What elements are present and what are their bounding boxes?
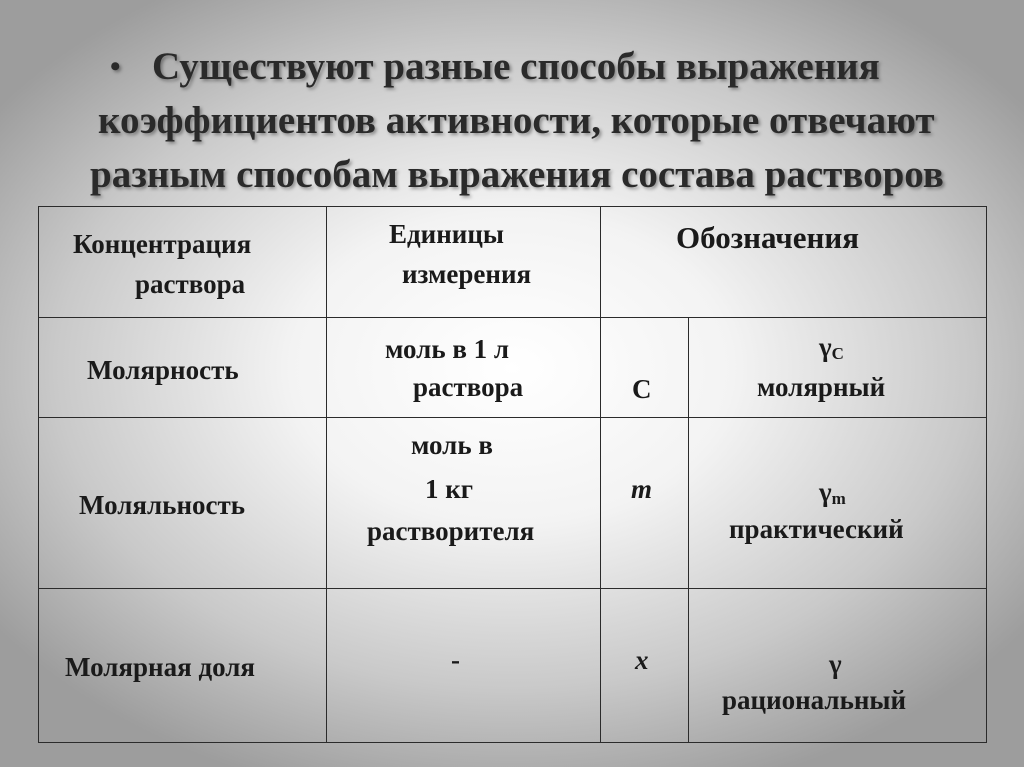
row-symbol-molality bbox=[601, 418, 689, 589]
row-name-mole-fraction bbox=[39, 589, 327, 743]
slide-heading bbox=[90, 40, 990, 202]
header-units bbox=[327, 207, 601, 318]
header-concentration-line-2: раствора bbox=[135, 269, 246, 299]
gamma-subscript: m bbox=[831, 489, 846, 508]
activity-coefficients-table bbox=[38, 206, 987, 743]
row-name-molarity bbox=[39, 318, 327, 418]
coef-name: рациональный bbox=[722, 685, 907, 715]
table-row bbox=[39, 418, 987, 589]
gamma-letter: γ bbox=[819, 477, 832, 507]
header-concentration bbox=[39, 207, 327, 318]
table-row bbox=[39, 318, 987, 418]
row-name-molality bbox=[39, 418, 327, 589]
row-coef-mole-fraction bbox=[689, 589, 987, 743]
header-notation bbox=[601, 207, 987, 318]
units-line-1: моль в bbox=[411, 430, 493, 460]
heading-line-3: разным способам выражения состава растворов bbox=[90, 153, 944, 196]
symbol: C bbox=[632, 374, 652, 404]
header-concentration-line-1: Концентрация bbox=[73, 229, 252, 259]
gamma-letter: γ bbox=[819, 332, 832, 362]
header-notation-text: Обозначения bbox=[676, 220, 860, 255]
row-units-molality bbox=[327, 418, 601, 589]
coef-name: молярный bbox=[757, 372, 886, 402]
header-units-line-1: Единицы bbox=[389, 219, 504, 249]
units-line-2: раствора bbox=[413, 372, 524, 402]
heading-line-2: коэффициентов активности, которые отвечают bbox=[98, 99, 935, 142]
bullet-icon: • bbox=[110, 50, 121, 83]
row-name: Молярность bbox=[87, 355, 239, 385]
gamma-letter: γ bbox=[829, 649, 842, 679]
row-name: Моляльность bbox=[79, 490, 246, 520]
row-symbol-mole-fraction bbox=[601, 589, 689, 743]
symbol: m bbox=[631, 474, 653, 504]
units-line-1: моль в 1 л bbox=[385, 334, 510, 364]
units-line-3: растворителя bbox=[367, 516, 535, 546]
table-header-row bbox=[39, 207, 987, 318]
units-line-2: 1 кг bbox=[425, 474, 474, 504]
gamma-subscript: C bbox=[831, 344, 844, 363]
row-coef-molality bbox=[689, 418, 987, 589]
row-name: Молярная доля bbox=[65, 652, 256, 682]
row-symbol-molarity bbox=[601, 318, 689, 418]
heading-line-1: Существуют разные способы выражения bbox=[152, 45, 880, 88]
row-units-molarity bbox=[327, 318, 601, 418]
row-units-mole-fraction bbox=[327, 589, 601, 743]
symbol: x bbox=[635, 645, 649, 675]
table-row bbox=[39, 589, 987, 743]
gamma-symbol bbox=[819, 328, 844, 373]
coef-name: практический bbox=[729, 514, 904, 544]
units-line-1: - bbox=[451, 645, 460, 675]
row-coef-molarity bbox=[689, 318, 987, 418]
header-units-line-2: измерения bbox=[402, 259, 532, 289]
